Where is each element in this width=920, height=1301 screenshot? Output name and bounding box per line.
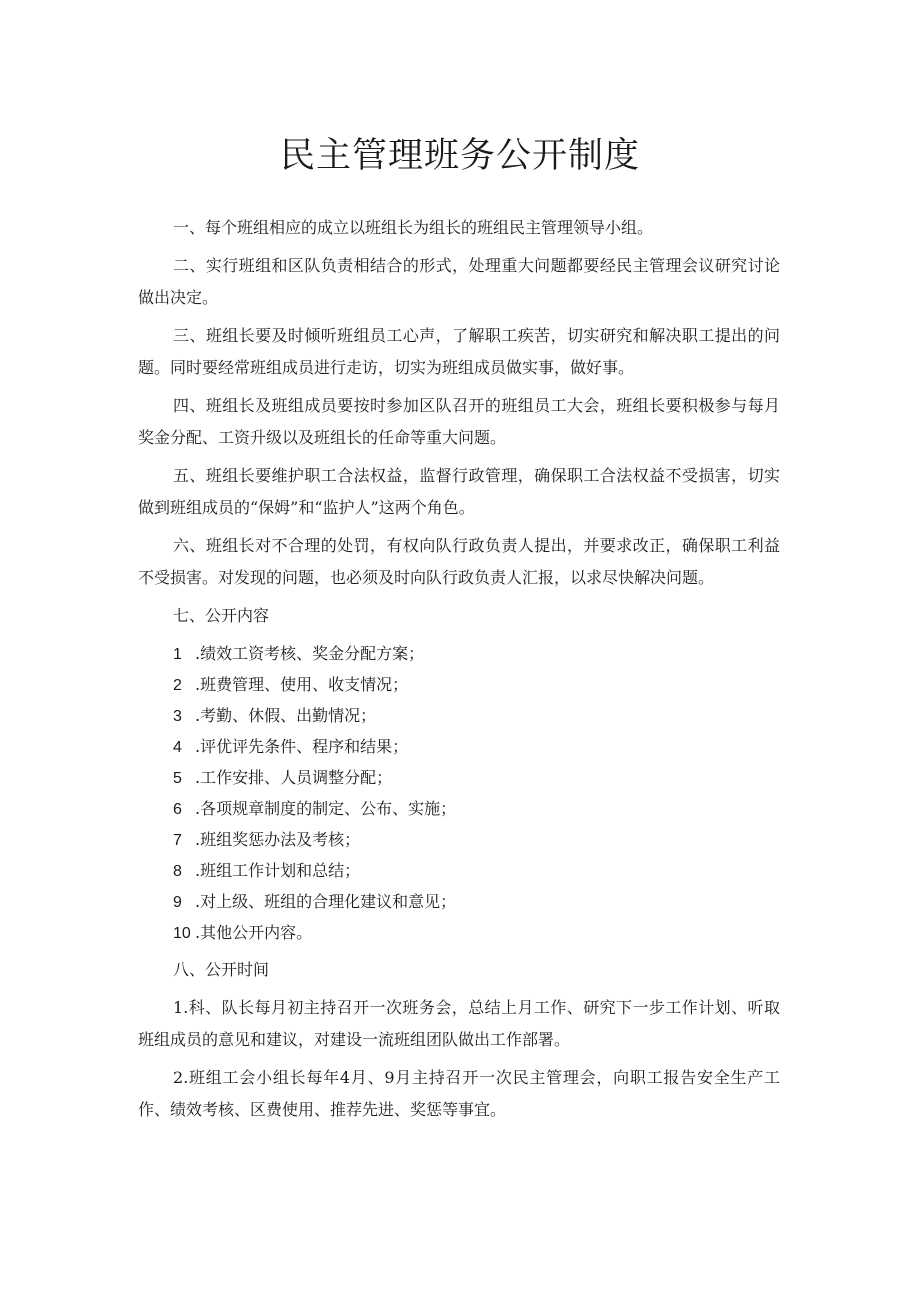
- list-item: [138, 731, 780, 763]
- list-item: [138, 917, 780, 949]
- list-item-number: 4: [173, 739, 182, 756]
- list-item-text: .班费管理、使用、收支情况；: [195, 675, 409, 694]
- list-item-number: 3: [173, 708, 182, 725]
- section-7-heading: 七、公开内容: [173, 606, 270, 625]
- list-item-text: .科、队长每月初主持召开一次班务会，总结上月工作、研究下一步工作计划、听取班组成员的意见和建议，对建设一流班组团队做出工作部署。: [138, 998, 780, 1049]
- list-item-text: .其他公开内容。: [195, 923, 313, 942]
- list-item-number: 2: [173, 677, 182, 694]
- list-item-text: .评优评先条件、程序和结果；: [195, 737, 409, 756]
- list-item: [138, 793, 780, 825]
- list-item-text: .绩效工资考核、奖金分配方案；: [195, 644, 425, 663]
- list-item-number: 2: [173, 1068, 184, 1087]
- paragraph-1: 一、每个班组相应的成立以班组长为组长的班组民主管理领导小组。: [173, 218, 654, 237]
- list-item-text: .班组工作计划和总结；: [195, 861, 361, 880]
- paragraph-5: 五、班组长要维护职工合法权益，监督行政管理，确保职工合法权益不受损害，切实做到班组成员的“保姆”和“监护人”这两个角色。: [138, 466, 780, 517]
- paragraph-3: 三、班组长要及时倾听班组员工心声，了解职工疾苦，切实研究和解决职工提出的问题。同时要经常班组成员进行走访，切实为班组成员做实事，做好事。: [138, 326, 780, 377]
- section-8-heading: 八、公开时间: [173, 960, 270, 979]
- list-item-text: .班组工会小组长每年4月、9月主持召开一次民主管理会，向职工报告安全生产工作、绩效考核、区费使用、推荐先进、奖惩等事宜。: [138, 1068, 780, 1119]
- list-item: [138, 762, 780, 794]
- list-item-number: 9: [173, 894, 182, 911]
- list-item-number: 5: [173, 770, 182, 787]
- section-8-item-2: [138, 1062, 780, 1126]
- list-item-text: .工作安排、人员调整分配；: [195, 768, 393, 787]
- list-item-text: .对上级、班组的合理化建议和意见；: [195, 892, 457, 911]
- list-item: [138, 824, 780, 856]
- section-8-item-1: [138, 992, 780, 1056]
- paragraph-2: 二、实行班组和区队负责相结合的形式，处理重大问题都要经民主管理会议研究讨论做出决定。: [138, 256, 780, 307]
- document-body: [138, 212, 780, 1132]
- list-item-text: .班组奖惩办法及考核；: [195, 830, 361, 849]
- paragraph-6: 六、班组长对不合理的处罚，有权向队行政负责人提出，并要求改正，确保职工利益不受损害。对发现的问题，也必须及时向队行政负责人汇报，以求尽快解决问题。: [138, 536, 780, 587]
- list-item-number: 8: [173, 863, 182, 880]
- list-item-text: .各项规章制度的制定、公布、实施；: [195, 799, 457, 818]
- list-item-number: 1: [173, 998, 184, 1017]
- list-item-number: 7: [173, 832, 182, 849]
- list-item: [138, 855, 780, 887]
- list-item-text: .考勤、休假、出勤情况；: [195, 706, 377, 725]
- list-item-number: 6: [173, 801, 182, 818]
- paragraph-4: 四、班组长及班组成员要按时参加区队召开的班组员工大会，班组长要积极参与每月奖金分配、工资升级以及班组长的任命等重大问题。: [138, 396, 780, 447]
- list-item: [138, 886, 780, 918]
- list-item: [138, 638, 780, 670]
- document-title: 民主管理班务公开制度: [279, 136, 640, 176]
- list-item: [138, 669, 780, 701]
- list-item-number: 10: [173, 925, 191, 942]
- list-item-number: 1: [173, 646, 182, 663]
- list-item: [138, 700, 780, 732]
